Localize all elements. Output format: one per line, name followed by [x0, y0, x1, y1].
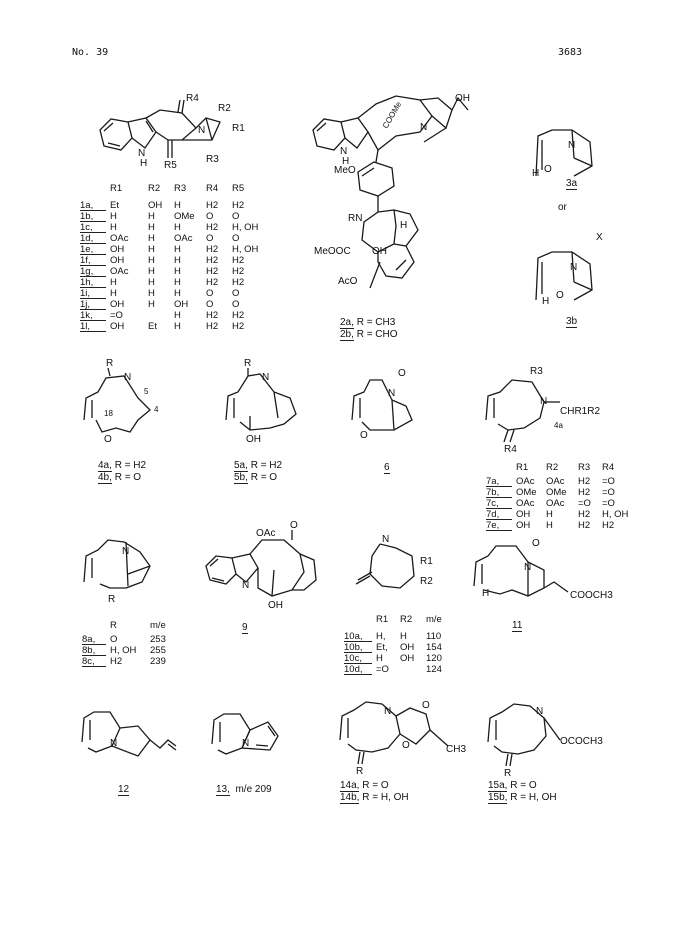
s7-atom-r3: R3: [530, 366, 543, 377]
cell: H2: [206, 277, 219, 288]
cell: OH: [148, 200, 163, 211]
table-10: [344, 614, 456, 675]
cell: H2: [578, 509, 591, 520]
s1-atom-nh: N: [138, 148, 146, 159]
cell: H: [148, 211, 155, 222]
cell: H2: [578, 520, 591, 531]
table-row: [80, 277, 272, 288]
cell: 120: [426, 653, 442, 664]
structure-3-drawing: [536, 130, 592, 300]
table-8: [82, 620, 180, 667]
compound-id: 2a,: [340, 317, 354, 328]
cell: H, OH: [232, 222, 259, 233]
table-row: [80, 288, 272, 299]
s14-atom-ch3: CH3: [446, 744, 467, 755]
cell: OAc: [110, 266, 129, 277]
s1-atom-r5: R5: [164, 160, 177, 171]
s4-label-a: [98, 460, 146, 471]
cell: H2: [206, 310, 219, 321]
journal-issue: No. 39: [72, 47, 109, 58]
cell: H: [148, 222, 155, 233]
cell: [400, 664, 426, 675]
cell: H, OH: [232, 244, 259, 255]
s3-label-b: 3b: [566, 316, 578, 327]
s12-atom-n: N: [110, 738, 118, 749]
s14-label-a-value: R = O: [362, 780, 389, 791]
s5-atom-n: N: [262, 372, 270, 383]
cell: H: [110, 288, 117, 299]
cell: H: [148, 255, 155, 266]
table-row: [486, 498, 642, 509]
s15-atom-ococh3: OCOCH3: [560, 736, 603, 747]
cell: Et,: [376, 642, 388, 653]
cell: OAc: [174, 233, 193, 244]
cell: OAc: [516, 498, 535, 509]
cell: H: [174, 222, 181, 233]
cell: H2: [578, 487, 591, 498]
cell: H2: [206, 200, 219, 211]
s4-atom-r: R: [106, 358, 114, 369]
compound-id: 1e,: [80, 244, 106, 255]
cell: H: [174, 255, 181, 266]
cell: =O: [602, 487, 615, 498]
table-row: [80, 222, 272, 233]
cell: H2: [206, 255, 219, 266]
s9-atom-o: O: [290, 520, 298, 531]
table-row: [344, 653, 456, 664]
cell: H,: [376, 631, 386, 642]
structure-9-drawing: [206, 530, 316, 596]
s14-atom-n: N: [384, 706, 392, 717]
s14-atom-r: R: [356, 766, 364, 777]
cell: H2: [578, 476, 591, 487]
s1-atom-r4: R4: [186, 93, 199, 104]
compound-id: 1j,: [80, 299, 106, 310]
table-row: [344, 642, 456, 653]
cell: O: [110, 634, 118, 645]
col-header: R3: [174, 183, 187, 194]
cell: Et: [148, 321, 157, 332]
s9-atom-n: N: [242, 580, 250, 591]
s3-or: or: [558, 202, 567, 213]
table-7: [486, 462, 642, 531]
cell: H, OH: [602, 509, 629, 520]
cell: =O: [376, 664, 389, 675]
cell: OAc: [546, 498, 565, 509]
cell: =O: [602, 498, 615, 509]
compound-id: 1h,: [80, 277, 106, 288]
cell: H: [174, 244, 181, 255]
s14-atom-o: O: [422, 700, 430, 711]
table-row: [486, 520, 642, 531]
compound-id: 1d,: [80, 233, 106, 244]
cell: H2: [232, 266, 245, 277]
s1-atom-r3: R3: [206, 154, 219, 165]
s2-atom-oh: OH: [455, 93, 470, 104]
cell: 110: [426, 631, 442, 642]
cell: H: [110, 277, 117, 288]
s4-label-b: [98, 472, 141, 483]
compound-id: 10b,: [344, 642, 372, 653]
cell: H: [148, 299, 155, 310]
col-header: R3: [578, 462, 591, 473]
cell: H2: [232, 277, 245, 288]
compound-id: 8b,: [82, 645, 106, 656]
s15-label-a-value: R = O: [510, 780, 537, 791]
s4-atom-n: N: [124, 372, 132, 383]
cell: O: [232, 299, 240, 310]
table-row: [486, 487, 642, 498]
s7-atom-4a: 4a: [554, 421, 563, 430]
s13-me: m/e 209: [235, 784, 272, 795]
s7-atom-r4: R4: [504, 444, 517, 455]
s2-label-b: [340, 329, 398, 340]
cell: 253: [150, 634, 166, 645]
cell: H: [174, 321, 181, 332]
table-row: [80, 299, 272, 310]
compound-id: 10c,: [344, 653, 372, 664]
s2-label-a-value: R = CH3: [356, 317, 396, 328]
s3-atom-o2: O: [556, 290, 564, 301]
cell: =O: [578, 498, 591, 509]
s9-label: 9: [242, 622, 248, 633]
cell: H: [546, 520, 553, 531]
cell: [148, 310, 174, 321]
s14-atom-o2: O: [402, 740, 410, 751]
table-row: [82, 634, 180, 645]
s13-label: [216, 784, 272, 795]
s15-label-a: [488, 780, 537, 791]
cell: H2: [602, 520, 615, 531]
table-8-header: [82, 620, 180, 631]
s4-atom-18: 18: [104, 409, 113, 418]
cell: H: [174, 266, 181, 277]
table-row: [80, 310, 272, 321]
s7-atom-chr1r2: CHR1R2: [560, 406, 601, 417]
s5-label-a: [234, 460, 282, 471]
cell: H, OH: [110, 645, 137, 656]
cell: H2: [206, 321, 219, 332]
col-header: m/e: [426, 614, 442, 625]
s3-atom-x: X: [596, 232, 603, 243]
cell: H: [174, 310, 181, 321]
table-row: [80, 266, 272, 277]
compound-id: 4b,: [98, 472, 112, 483]
cell: OH: [516, 509, 531, 520]
col-header: R1: [110, 183, 123, 194]
cell: =O: [110, 310, 123, 321]
cell: O: [206, 288, 214, 299]
s9-atom-oh: OH: [268, 600, 283, 611]
compound-id: 4a,: [98, 460, 112, 471]
compound-id: 15a,: [488, 780, 508, 791]
s11-atom-n: N: [524, 562, 532, 573]
compound-id: 1c,: [80, 222, 106, 233]
s10-atom-r2: R2: [420, 576, 433, 587]
cell: =O: [602, 476, 615, 487]
col-header: R1: [376, 614, 389, 625]
table-row: [80, 200, 272, 211]
cell: OMe: [174, 211, 195, 222]
s8-atom-n: N: [122, 546, 130, 557]
compound-id: 5b,: [234, 472, 248, 483]
structure-7-drawing: [486, 380, 560, 442]
s3-atom-n2: N: [570, 262, 578, 273]
compound-id: 1f,: [80, 255, 106, 266]
cell: OH: [174, 299, 189, 310]
cell: Et: [110, 200, 119, 211]
s4-atom-o: O: [104, 434, 112, 445]
cell: H2: [206, 222, 219, 233]
cell: H: [174, 200, 181, 211]
s3-atom-h: H: [532, 168, 540, 179]
s2-atom-n1: N: [420, 122, 428, 133]
cell: O: [206, 233, 214, 244]
compound-id: 10d,: [344, 664, 372, 675]
s15-atom-n: N: [536, 706, 544, 717]
table-10-header: [344, 614, 456, 625]
compound-id: 7a,: [486, 476, 512, 487]
s2-atom-meo: MeO: [334, 165, 356, 176]
table-row: [344, 631, 456, 642]
cell: H: [174, 277, 181, 288]
col-header: R5: [232, 183, 245, 194]
cell: OH: [110, 299, 125, 310]
table-row: [486, 476, 642, 487]
compound-id: 8a,: [82, 634, 106, 645]
s5-label-a-value: R = H2: [250, 460, 283, 471]
cell: OMe: [546, 487, 567, 498]
compound-id: 10a,: [344, 631, 372, 642]
cell: OH: [110, 255, 125, 266]
s14-label-b-value: R = H, OH: [362, 792, 409, 803]
cell: 255: [150, 645, 166, 656]
col-header: R2: [546, 462, 559, 473]
structure-6-drawing: [352, 380, 412, 430]
cell: OH: [400, 642, 415, 653]
cell: H2: [232, 255, 245, 266]
s1-atom-h: H: [140, 158, 148, 169]
s11-atom-o: O: [532, 538, 540, 549]
col-header: R4: [602, 462, 615, 473]
s3-atom-h2: H: [542, 296, 550, 307]
cell: H2: [206, 266, 219, 277]
cell: OH: [400, 653, 415, 664]
table-1: [80, 183, 272, 332]
table-row: [80, 321, 272, 332]
table-row: [80, 255, 272, 266]
s7-atom-n: N: [540, 396, 548, 407]
cell: H: [148, 244, 155, 255]
s3-atom-n: N: [568, 140, 576, 151]
structure-8-drawing: [84, 540, 150, 588]
table-row: [486, 509, 642, 520]
col-header: R4: [206, 183, 219, 194]
s14-label-a: [340, 780, 389, 791]
s2-atom-coome: COOMe: [380, 100, 404, 130]
compound-id: 7b,: [486, 487, 512, 498]
cell: H2: [232, 200, 245, 211]
cell: OH: [516, 520, 531, 531]
s15-label-b: [488, 792, 557, 803]
structure-14-drawing: [340, 702, 448, 764]
s1-atom-r1: R1: [232, 123, 245, 134]
s4-label-a-value: R = H2: [114, 460, 147, 471]
cell: 124: [426, 664, 442, 675]
s2-atom-oh2: OH: [372, 246, 387, 257]
col-header: R2: [400, 614, 413, 625]
cell: H: [546, 509, 553, 520]
s2-atom-h: H: [342, 156, 350, 167]
cell: O: [206, 299, 214, 310]
structure-12-drawing: [82, 712, 176, 756]
cell: H2: [232, 310, 245, 321]
structure-10-drawing: [356, 544, 414, 588]
compound-id: 1k,: [80, 310, 106, 321]
table-row: [82, 645, 180, 656]
cell: O: [232, 211, 240, 222]
compound-id: 14b,: [340, 792, 360, 803]
s3-atom-o: O: [544, 164, 552, 175]
col-header: R2: [148, 183, 161, 194]
compound-id: 7d,: [486, 509, 512, 520]
compound-id: 1g,: [80, 266, 106, 277]
s6-atom-o2: O: [360, 430, 368, 441]
structure-5-drawing: [226, 368, 296, 430]
s15-label-b-value: R = H, OH: [510, 792, 557, 803]
s6-atom-n: N: [388, 388, 396, 399]
structure-4-drawing: [84, 368, 150, 432]
cell: OAc: [516, 476, 535, 487]
cell: OAc: [110, 233, 129, 244]
cell: 239: [150, 656, 166, 667]
structure-15-drawing: [488, 704, 560, 766]
s2-atom-aco: AcO: [338, 276, 358, 287]
s2-label-b-value: R = CHO: [356, 329, 398, 340]
page-number: 3683: [558, 47, 583, 58]
table-row: [82, 656, 180, 667]
s5-label-b-value: R = O: [250, 472, 278, 483]
cell: OMe: [516, 487, 537, 498]
s11-atom-coocH3: COOCH3: [570, 590, 613, 601]
s11-atom-h: H: [482, 588, 490, 599]
table-7-header: [486, 462, 642, 473]
s1-atom-r2: R2: [218, 103, 231, 114]
s5-atom-r: R: [244, 358, 252, 369]
s6-label: 6: [384, 462, 390, 473]
s15-atom-r: R: [504, 768, 512, 779]
compound-id: 2b,: [340, 329, 354, 340]
s2-atom-h2: H: [400, 220, 408, 231]
cell: H: [148, 233, 155, 244]
table-row: [80, 233, 272, 244]
compound-id: 7c,: [486, 498, 512, 509]
cell: H: [376, 653, 383, 664]
s2-atom-n: N: [340, 146, 348, 157]
s2-atom-meooc: MeOOC: [314, 246, 351, 257]
cell: H: [148, 266, 155, 277]
s9-atom-oac: OAc: [256, 528, 276, 539]
s1-atom-n: N: [198, 125, 206, 136]
s2-label-a: [340, 317, 395, 328]
cell: H: [400, 631, 407, 642]
s13-atom-n: N: [242, 738, 250, 749]
s10-atom-n: N: [382, 534, 390, 545]
s5-label-b: [234, 472, 277, 483]
s8-atom-r: R: [108, 594, 116, 605]
compound-id: 14a,: [340, 780, 360, 791]
s4-atom-4: 4: [154, 405, 159, 414]
s5-atom-oh: OH: [246, 434, 261, 445]
compound-id: 8c,: [82, 656, 106, 667]
s4-label-b-value: R = O: [114, 472, 142, 483]
cell: H: [148, 277, 155, 288]
table-1-header: [80, 183, 272, 194]
s2-atom-rn: RN: [348, 213, 363, 224]
cell: H2: [232, 321, 245, 332]
s3-label-a: 3a: [566, 178, 578, 189]
cell: OH: [110, 321, 125, 332]
s6-atom-o: O: [398, 368, 406, 379]
s12-label: 12: [118, 784, 130, 795]
compound-id: 1i,: [80, 288, 106, 299]
col-header: R: [110, 620, 117, 631]
compound-id: 1l,: [80, 321, 106, 332]
cell: O: [232, 233, 240, 244]
cell: H: [174, 288, 181, 299]
s11-label: 11: [512, 620, 523, 631]
s14-label-b: [340, 792, 409, 803]
cell: 154: [426, 642, 442, 653]
cell: H: [110, 211, 117, 222]
compound-id: 7e,: [486, 520, 512, 531]
s4-atom-5: 5: [144, 387, 149, 396]
s10-atom-r1: R1: [420, 556, 433, 567]
cell: H2: [206, 244, 219, 255]
table-row: [344, 664, 456, 675]
cell: O: [206, 211, 214, 222]
cell: OH: [110, 244, 125, 255]
compound-id: 5a,: [234, 460, 248, 471]
table-row: [80, 211, 272, 222]
compound-id: 15b,: [488, 792, 508, 803]
compound-id: 1b,: [80, 211, 106, 222]
cell: H: [110, 222, 117, 233]
col-header: m/e: [150, 620, 166, 631]
cell: H: [148, 288, 155, 299]
table-row: [80, 244, 272, 255]
compound-id: 13,: [216, 784, 230, 795]
cell: OAc: [546, 476, 565, 487]
cell: H2: [110, 656, 123, 667]
compound-id: 1a,: [80, 200, 106, 211]
cell: O: [232, 288, 240, 299]
col-header: R1: [516, 462, 529, 473]
